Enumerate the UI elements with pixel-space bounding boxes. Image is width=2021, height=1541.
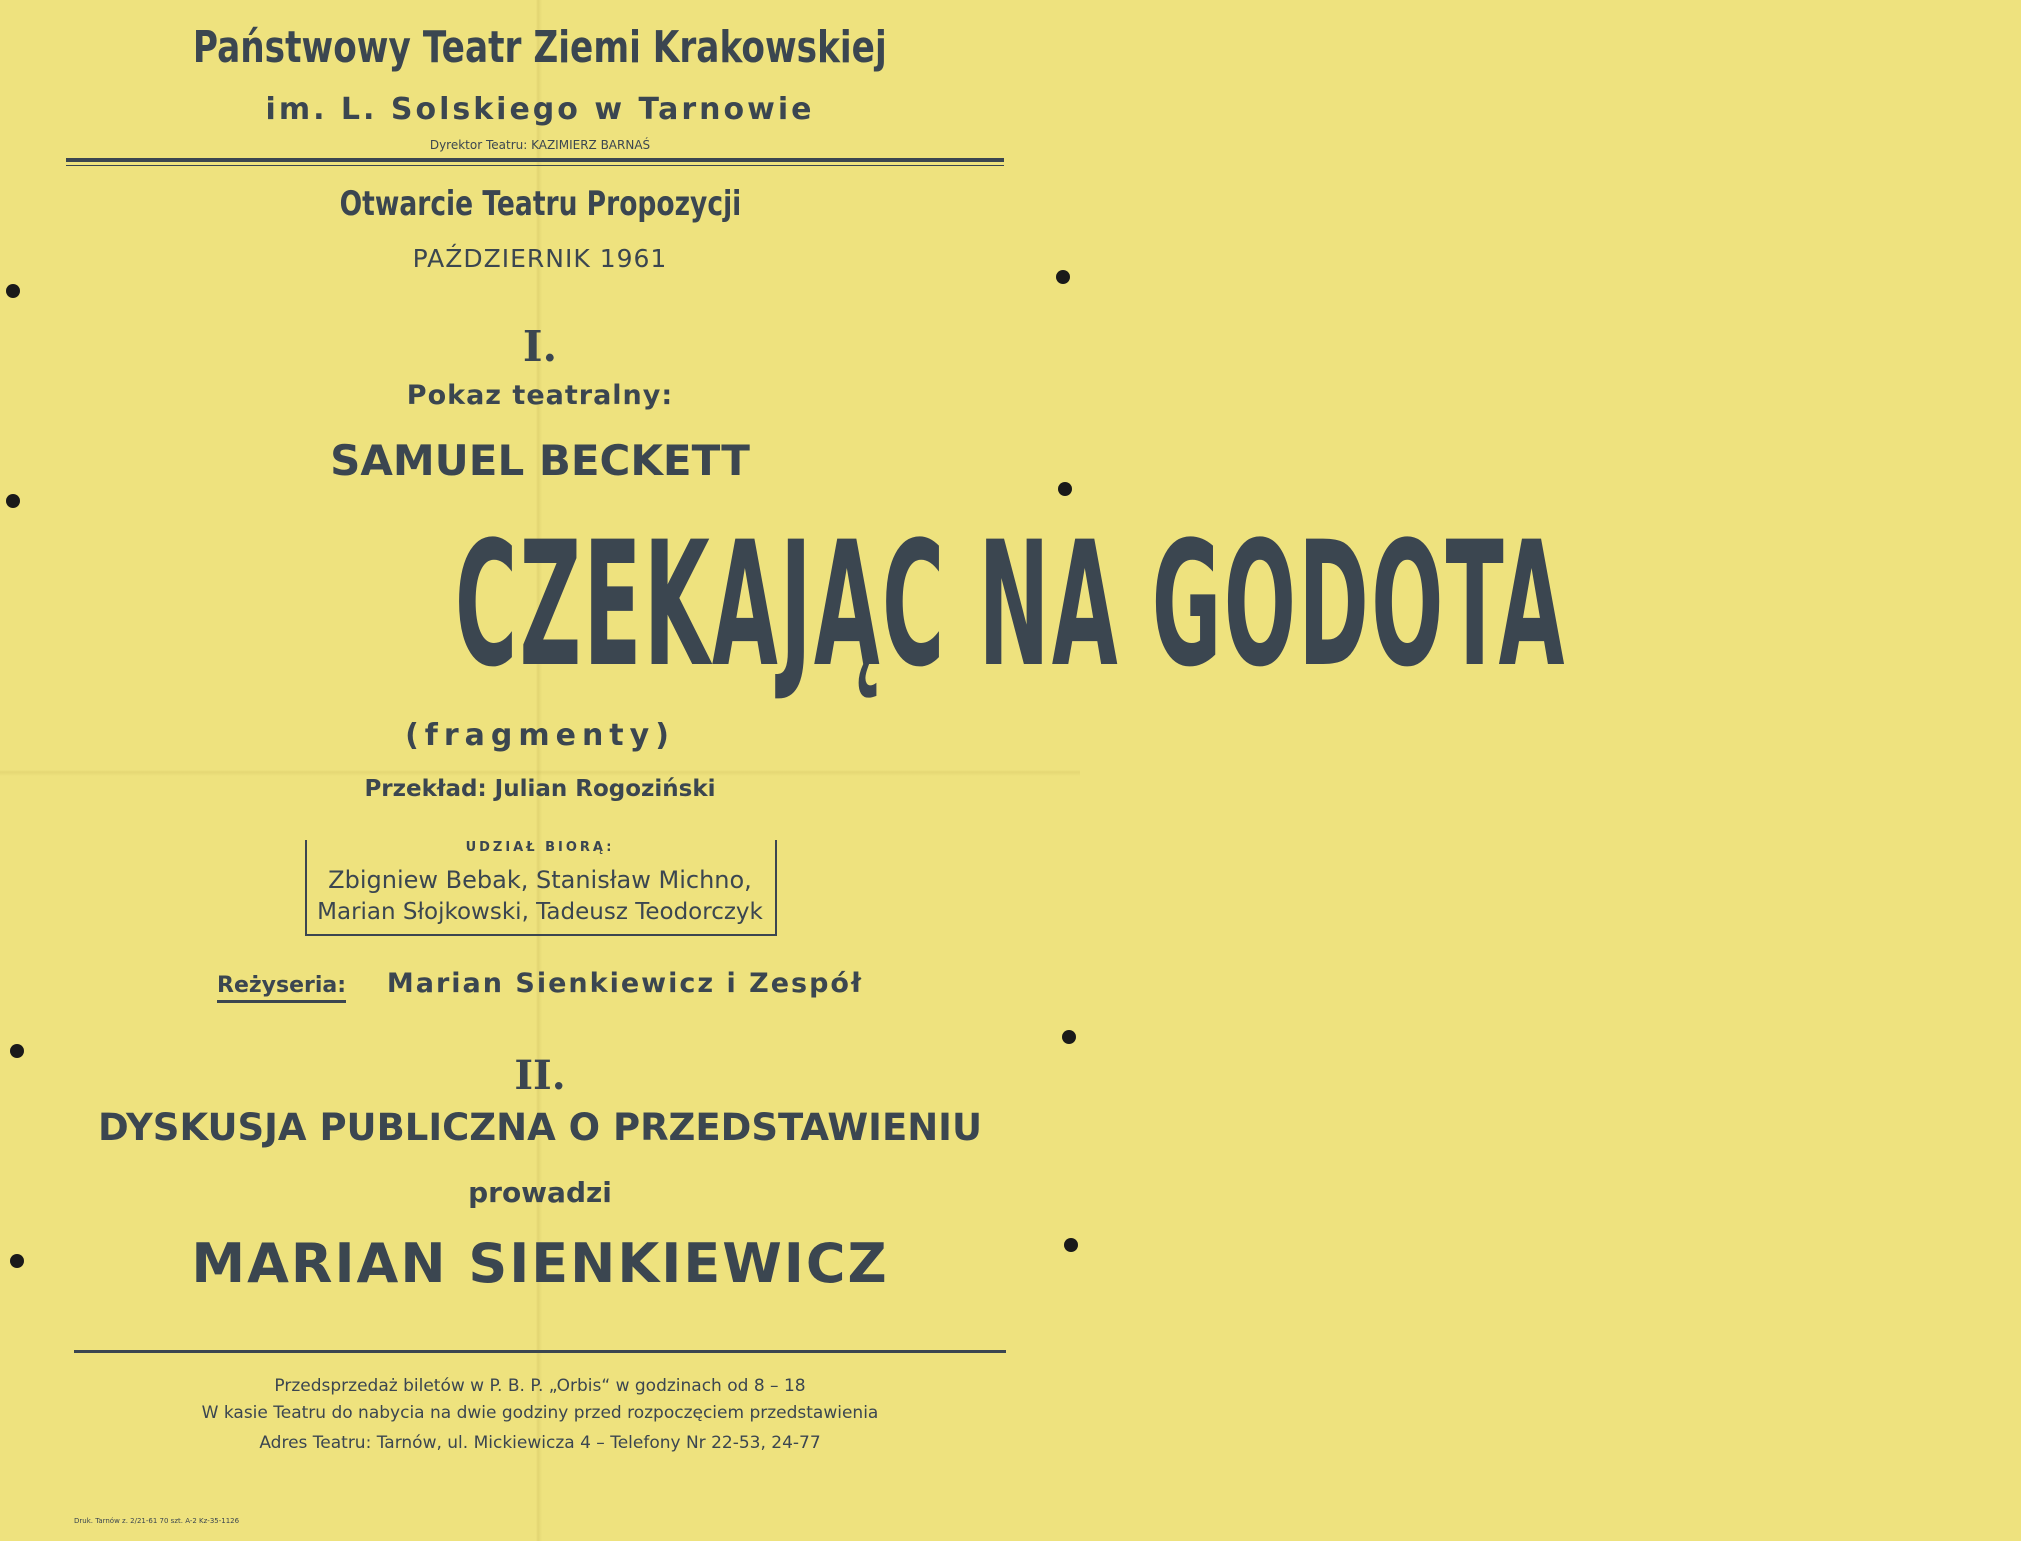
discussion-title: DYSKUSJA PUBLICZNA O PRZEDSTAWIENIU (97, 1106, 982, 1149)
event-date: PAŹDZIERNIK 1961 (412, 244, 668, 273)
event-title-wrapper (0, 184, 1080, 224)
led-by-label: prowadzi (468, 1176, 612, 1209)
punch-hole-left-2 (6, 494, 20, 508)
footer-line-3: Adres Teatru: Tarnów, ul. Mickiewicza 4 – Telefony Nr 22-53, 24-77 (259, 1433, 821, 1453)
moderator-name: MARIAN SIENKIEWICZ (191, 1232, 889, 1295)
translation-credit: Przekład: Julian Rogoziński (364, 776, 716, 802)
part-two-numeral: II. (514, 1052, 566, 1099)
punch-hole-right-3 (1062, 1030, 1076, 1044)
punch-hole-right-4 (1064, 1238, 1078, 1252)
header-rule-top (66, 158, 1004, 162)
play-title: CZEKAJĄC NA GODOTA (454, 504, 1567, 705)
print-info: Druk. Tarnów z. 2/21-61 70 szt. A-2 Kz-35-1126 (74, 1517, 240, 1525)
theatre-name-wrapper (0, 22, 1080, 73)
event-title: Otwarcie Teatru Propozycji (339, 184, 741, 224)
cast-line-2: Marian Słojkowski, Tadeusz Teodorczyk (317, 899, 763, 925)
part-one-numeral: I. (522, 322, 558, 371)
show-label: Pokaz teatralny: (406, 380, 674, 411)
direction-label: Reżyseria: (217, 973, 346, 1003)
punch-hole-left-1 (6, 284, 20, 298)
direction-line (0, 968, 1080, 999)
footer-line-2: W kasie Teatru do nabycia na dwie godziny przed rozpoczęciem przedstawienia (201, 1403, 879, 1423)
punch-hole-left-3 (10, 1044, 24, 1058)
play-note: (fragmenty) (405, 718, 675, 753)
punch-hole-left-4 (10, 1254, 24, 1268)
theatre-name: Państwowy Teatr Ziemi Krakowskiej (193, 22, 887, 73)
punch-hole-right-1 (1056, 270, 1070, 284)
play-title-wrapper (0, 504, 1567, 705)
theatre-subtitle: im. L. Solskiego w Tarnowie (265, 92, 815, 127)
footer-rule (74, 1350, 1006, 1353)
director-line: Dyrektor Teatru: KAZIMIERZ BARNAŚ (429, 138, 651, 152)
header-rule-bottom (66, 165, 1004, 166)
cast-heading: UDZIAŁ BIORĄ: (465, 840, 615, 855)
direction-names: Marian Sienkiewicz i Zespół (386, 968, 863, 999)
author-name: SAMUEL BECKETT (330, 436, 750, 485)
punch-hole-right-2 (1058, 482, 1072, 496)
cast-line-1: Zbigniew Bebak, Stanisław Michno, (328, 866, 752, 894)
footer-line-1: Przedsprzedaż biletów w P. B. P. „Orbis“ w godzinach od 8 – 18 (274, 1376, 806, 1396)
